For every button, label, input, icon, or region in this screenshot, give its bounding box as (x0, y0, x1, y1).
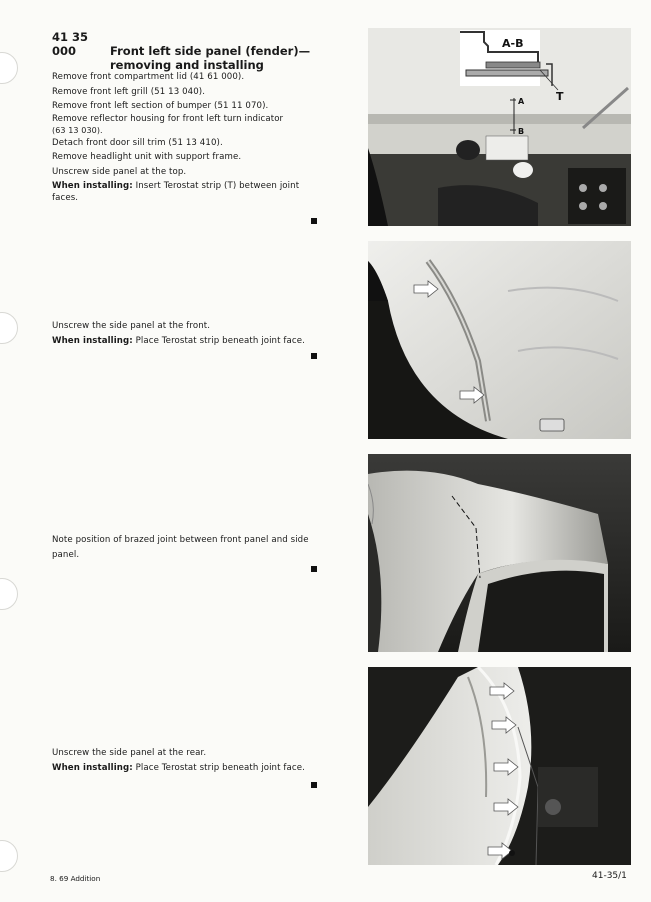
step: Remove front compartment lid (41 61 000). (52, 72, 245, 82)
photo-brazed-joint (368, 454, 631, 652)
install-note (52, 334, 332, 349)
photo-side-panel-rear (368, 667, 631, 865)
step: Remove headlight unit with support frame. (52, 152, 242, 163)
step: Remove front left section of bumper (51 11 070). (52, 101, 269, 112)
step: (63 13 030). (52, 125, 103, 135)
end-marker (311, 566, 317, 572)
side-panel-rear-photo (368, 667, 631, 865)
section-3-text (52, 533, 327, 562)
front-compartment-photo (368, 28, 631, 226)
end-marker (311, 353, 317, 359)
step: Remove front left grill (51 13 040). (52, 86, 206, 97)
step: Note position of brazed joint between front panel and side panel. (52, 535, 309, 560)
title-line-2: removing and installing (110, 58, 264, 72)
binder-hole (0, 312, 18, 344)
step: Unscrew the side panel at the rear. (52, 748, 207, 758)
end-marker (311, 218, 317, 224)
label-a: A (518, 97, 525, 106)
photo-side-panel-front (368, 241, 631, 439)
brazed-joint-photo (368, 454, 631, 652)
install-label: When installing: (52, 180, 133, 191)
title-line-1: Front left side panel (fender)— (110, 44, 311, 58)
install-note (52, 180, 322, 204)
label-t: T (556, 90, 564, 103)
footer-date: 8. 69 Addition (50, 874, 101, 883)
section-number: 41 35 000 (52, 30, 89, 58)
install-text: Place Terostat strip beneath joint face. (135, 762, 305, 773)
binder-hole (0, 578, 18, 610)
section-1-text (52, 70, 322, 204)
section-label: A-B (502, 37, 524, 50)
install-text: Insert Terostat strip (T) between joint faces. (52, 180, 300, 203)
step: Unscrew the side panel at the front. (52, 321, 211, 331)
step: Detach front door sill trim (51 13 410). (52, 137, 223, 148)
install-note (52, 761, 332, 776)
install-text: Place Terostat strip beneath joint face. (135, 335, 305, 346)
install-label: When installing: (52, 335, 133, 346)
photo-front-compartment (368, 28, 631, 226)
install-label: When installing: (52, 762, 133, 773)
end-marker (311, 782, 317, 788)
step: Remove reflector housing for front left turn indicator (52, 113, 284, 124)
section-2-text (52, 319, 332, 348)
side-panel-front-photo (368, 241, 631, 439)
step: Unscrew side panel at the top. (52, 166, 187, 177)
page-heading (52, 30, 352, 72)
binder-hole (0, 840, 18, 872)
section-4-text (52, 746, 332, 775)
page-number: 41-35/1 (592, 871, 627, 881)
label-b: B (518, 127, 525, 136)
binder-hole (0, 52, 18, 84)
